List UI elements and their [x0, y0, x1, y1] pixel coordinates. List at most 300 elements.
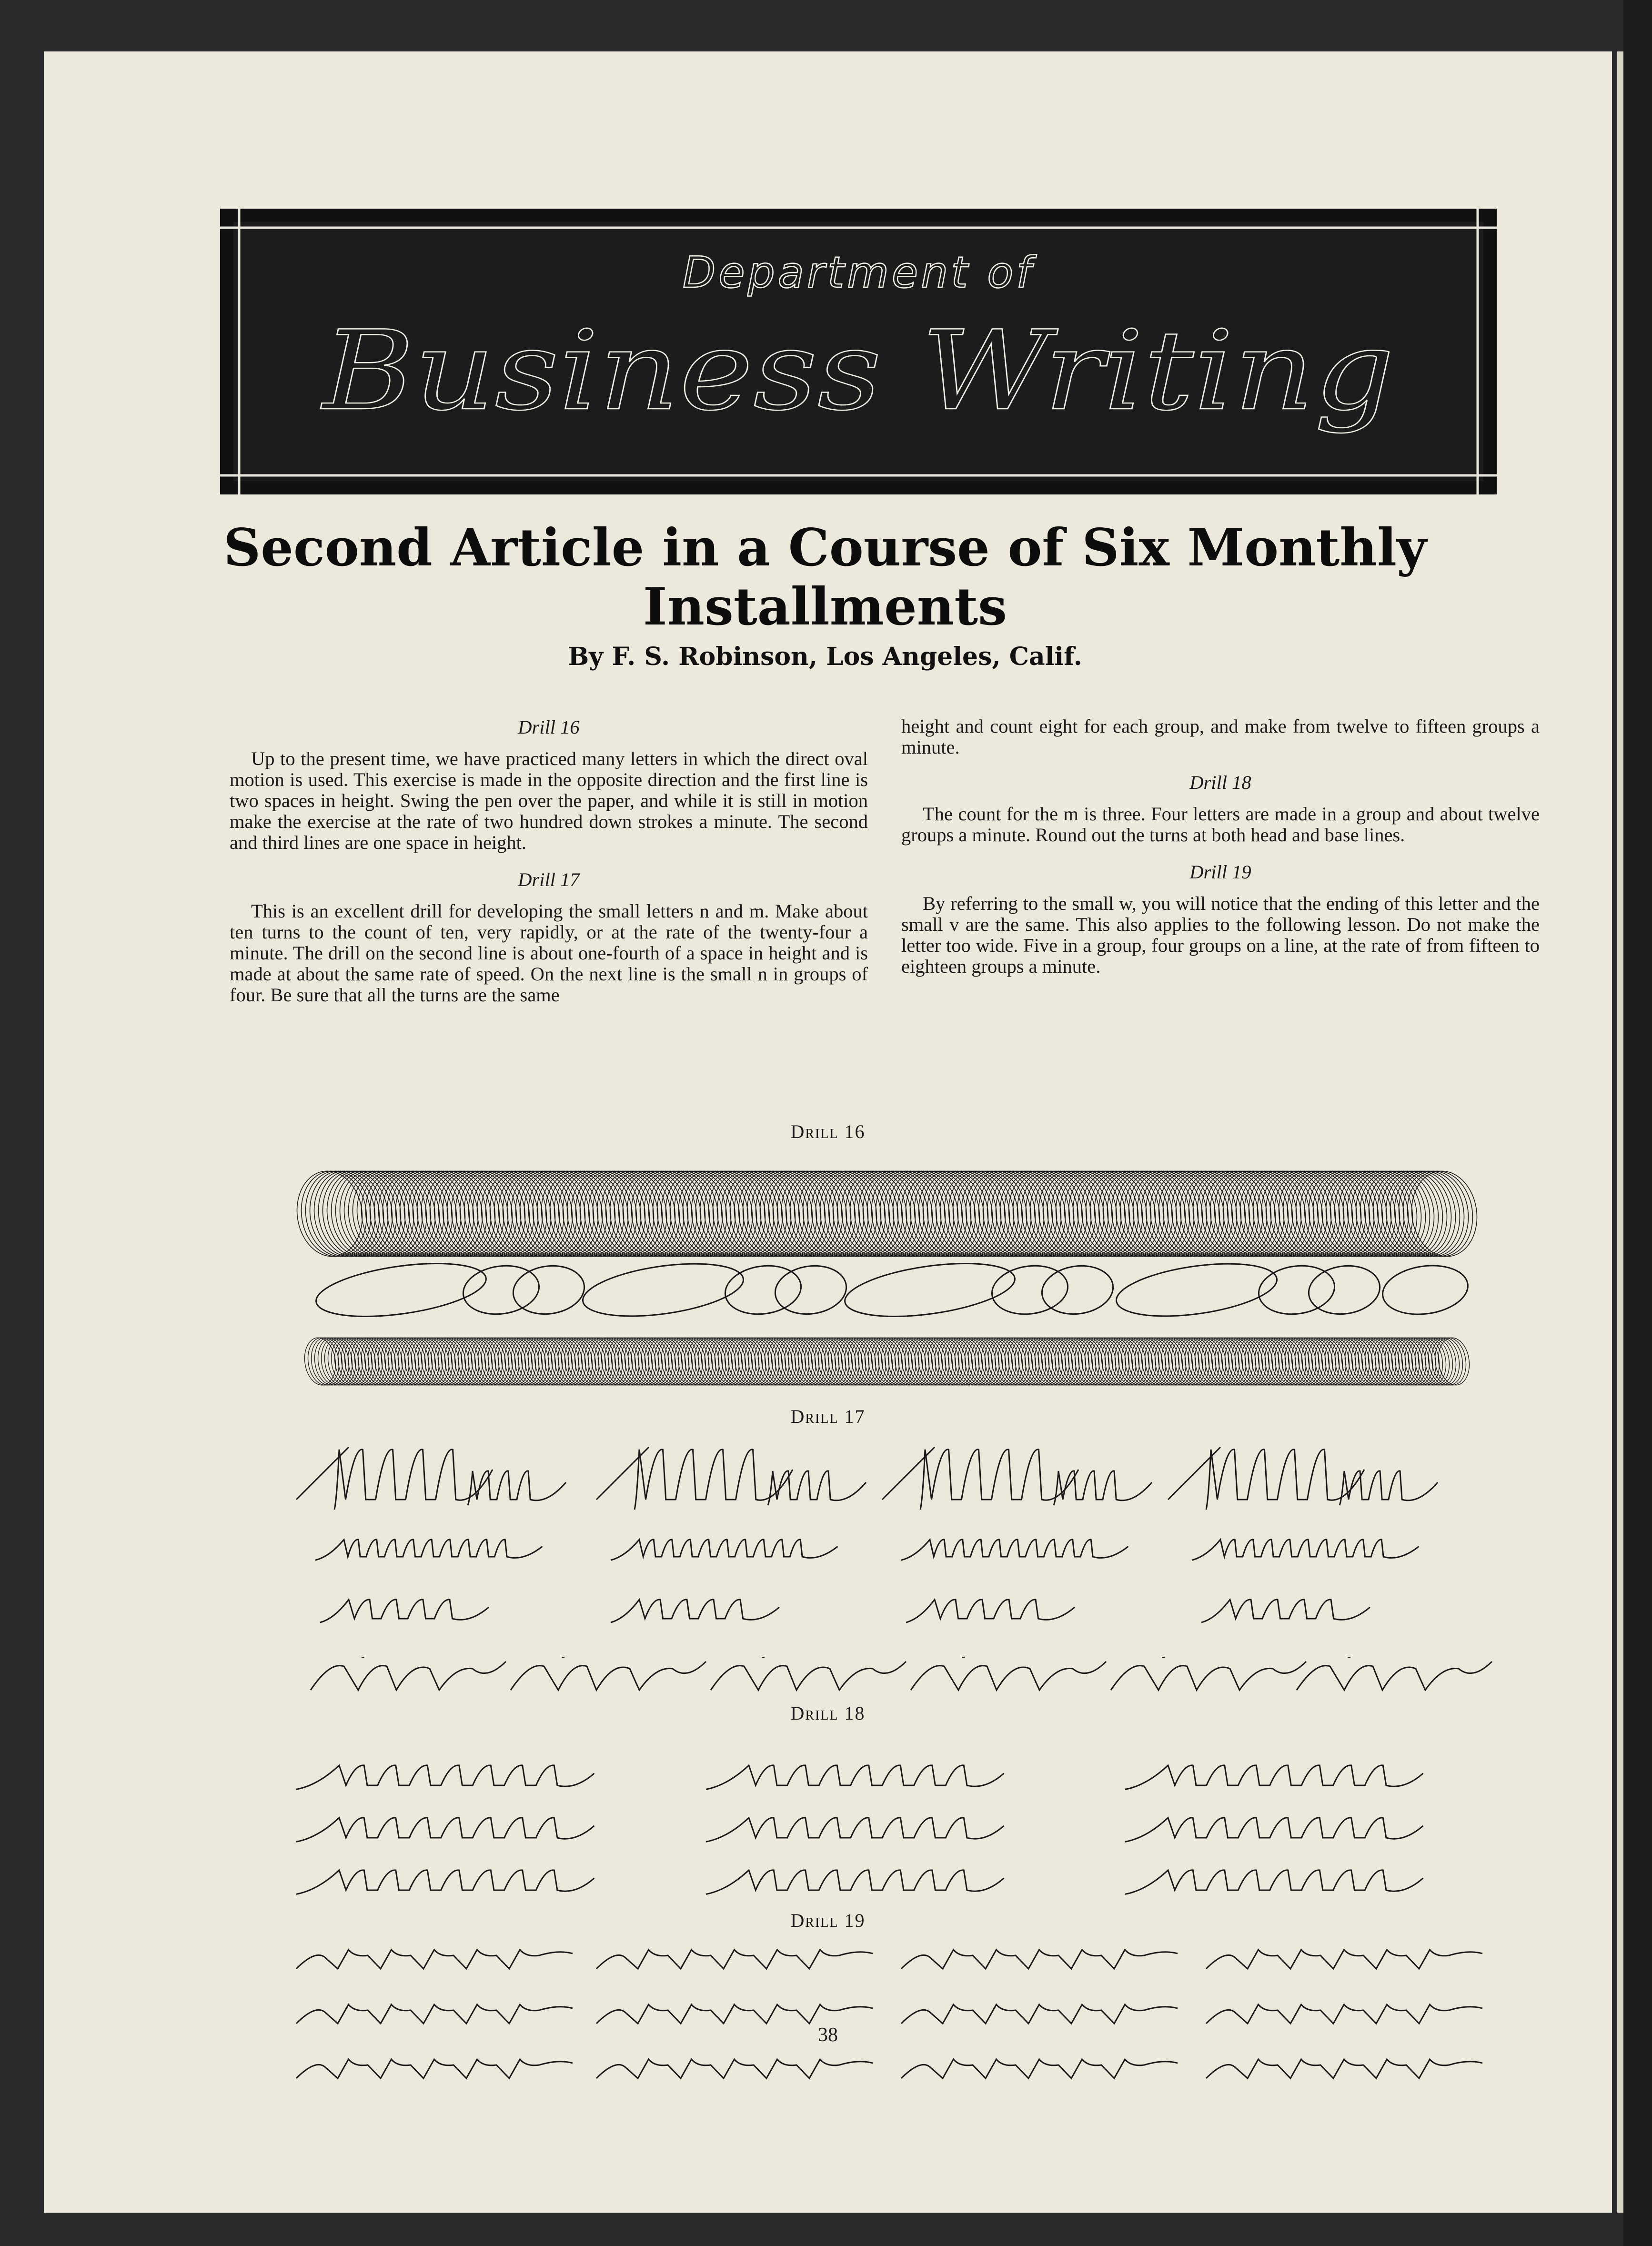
- oval-stroke: [325, 1336, 362, 1387]
- oval-stroke: [1345, 1336, 1382, 1387]
- oval-stroke: [928, 1336, 965, 1387]
- oval-stroke: [1065, 1336, 1102, 1387]
- oval-stroke: [445, 1336, 482, 1387]
- oval-stroke: [1255, 1336, 1292, 1387]
- oval-stroke: [608, 1336, 645, 1387]
- binding-gutter: [1623, 0, 1652, 2246]
- oval-stroke: [1269, 1336, 1305, 1387]
- oval-stroke: [1105, 1336, 1142, 1387]
- pen-stroke: [1125, 1765, 1423, 1789]
- oval-stroke: [1112, 1336, 1148, 1387]
- oval-stroke: [892, 1336, 928, 1387]
- drill16-caption: Drill 16: [790, 1121, 866, 1142]
- oval-stroke: [408, 1336, 445, 1387]
- oval-stroke: [1039, 1261, 1116, 1319]
- oval-stroke: [772, 1336, 808, 1387]
- oval-stroke: [1098, 1336, 1135, 1387]
- oval-stroke: [1222, 1336, 1259, 1387]
- oval-stroke: [372, 1336, 408, 1387]
- oval-stroke: [1158, 1336, 1195, 1387]
- oval-stroke: [1145, 1336, 1182, 1387]
- oval-stroke: [895, 1336, 932, 1387]
- oval-stroke: [1095, 1336, 1132, 1387]
- oval-stroke: [792, 1336, 828, 1387]
- oval-stroke: [802, 1336, 838, 1387]
- oval-stroke: [1172, 1336, 1209, 1387]
- oval-stroke: [365, 1336, 402, 1387]
- oval-stroke: [935, 1336, 972, 1387]
- drill16-exercise: [292, 1161, 1530, 1409]
- drill18-caption: Drill 18: [790, 1702, 866, 1724]
- oval-stroke: [348, 1336, 385, 1387]
- oval-stroke: [1113, 1255, 1280, 1325]
- oval-stroke: [1412, 1336, 1449, 1387]
- article-title: Second Article in a Course of Six Monthly Installments: [223, 518, 1427, 637]
- oval-stroke: [1195, 1336, 1232, 1387]
- oval-stroke: [845, 1336, 882, 1387]
- oval-stroke: [418, 1336, 455, 1387]
- pen-stroke: [596, 2004, 873, 2024]
- oval-stroke: [1008, 1336, 1045, 1387]
- oval-stroke: [888, 1336, 925, 1387]
- oval-stroke: [580, 1255, 747, 1325]
- oval-stroke: [465, 1336, 502, 1387]
- oval-stroke: [878, 1336, 915, 1387]
- oval-stroke: [665, 1336, 702, 1387]
- pen-stroke: [1206, 2059, 1482, 2078]
- oval-stroke: [1062, 1336, 1098, 1387]
- pen-stroke: [320, 1600, 489, 1622]
- oval-stroke: [842, 1336, 878, 1387]
- oval-stroke: [1249, 1336, 1285, 1387]
- oval-stroke: [1125, 1336, 1162, 1387]
- oval-stroke: [1055, 1336, 1092, 1387]
- drill-heading: Drill 16: [518, 716, 580, 738]
- oval-stroke: [635, 1336, 672, 1387]
- oval-stroke: [605, 1336, 642, 1387]
- oval-stroke: [332, 1336, 368, 1387]
- oval-stroke: [1382, 1336, 1419, 1387]
- oval-stroke: [538, 1336, 575, 1387]
- pen-stroke: [468, 1471, 566, 1505]
- oval-stroke: [1365, 1336, 1402, 1387]
- oval-stroke: [618, 1336, 655, 1387]
- oval-stroke: [965, 1336, 1002, 1387]
- oval-stroke: [395, 1336, 432, 1387]
- oval-stroke: [1272, 1336, 1309, 1387]
- oval-stroke: [688, 1336, 725, 1387]
- oval-stroke: [882, 1336, 918, 1387]
- oval-stroke: [835, 1336, 872, 1387]
- oval-stroke: [482, 1336, 518, 1387]
- pen-stroke: [1054, 1471, 1152, 1505]
- oval-stroke: [1108, 1336, 1145, 1387]
- pen-stroke: [596, 1447, 649, 1500]
- oval-stroke: [998, 1336, 1035, 1387]
- oval-stroke: [1385, 1336, 1422, 1387]
- oval-stroke: [808, 1336, 845, 1387]
- oval-stroke: [1028, 1336, 1065, 1387]
- banner-line2: Business Writing: [320, 308, 1395, 435]
- oval-stroke: [1185, 1336, 1222, 1387]
- oval-stroke: [988, 1336, 1025, 1387]
- oval-stroke: [932, 1336, 968, 1387]
- oval-stroke: [742, 1336, 778, 1387]
- oval-stroke: [828, 1336, 865, 1387]
- oval-stroke: [1175, 1336, 1212, 1387]
- oval-stroke: [1422, 1336, 1459, 1387]
- oval-stroke: [425, 1336, 462, 1387]
- oval-stroke: [405, 1336, 442, 1387]
- oval-stroke: [1342, 1336, 1379, 1387]
- oval-stroke: [1402, 1336, 1439, 1387]
- oval-stroke: [355, 1336, 392, 1387]
- oval-stroke: [692, 1336, 728, 1387]
- pen-stroke: [296, 1870, 594, 1894]
- oval-stroke: [388, 1336, 425, 1387]
- oval-stroke: [435, 1336, 472, 1387]
- oval-stroke: [788, 1336, 825, 1387]
- paragraph: By referring to the small w, you will notice that the ending of this letter and the small v are the same. This also applies to the following lesson. Do not make the letter too wide. Five in a group, four groups on a line, at the rate of from fifteen to eighteen groups a minute.: [901, 893, 1540, 977]
- pen-stroke: [1340, 1471, 1438, 1505]
- oval-stroke: [898, 1336, 935, 1387]
- oval-stroke: [585, 1336, 622, 1387]
- oval-stroke: [582, 1336, 618, 1387]
- oval-stroke: [1380, 1260, 1471, 1319]
- oval-stroke: [1052, 1336, 1088, 1387]
- oval-stroke: [1225, 1336, 1262, 1387]
- oval-stroke: [1252, 1336, 1289, 1387]
- oval-stroke: [962, 1336, 998, 1387]
- oval-stroke: [1205, 1336, 1242, 1387]
- pen-stroke: [768, 1471, 866, 1505]
- pen-stroke: [711, 1662, 906, 1690]
- oval-stroke: [672, 1336, 708, 1387]
- pen-stroke: [315, 1540, 543, 1560]
- oval-stroke: [1369, 1336, 1405, 1387]
- oval-stroke: [578, 1336, 615, 1387]
- oval-stroke: [1232, 1336, 1269, 1387]
- oval-stroke: [462, 1336, 498, 1387]
- oval-stroke: [1078, 1336, 1115, 1387]
- pen-stroke: [882, 1447, 935, 1500]
- oval-stroke: [1219, 1336, 1255, 1387]
- oval-stroke: [655, 1336, 692, 1387]
- pen-stroke: [901, 1950, 1178, 1969]
- page-number: 38: [818, 2024, 838, 2046]
- oval-stroke: [1022, 1336, 1058, 1387]
- oval-stroke: [1229, 1336, 1265, 1387]
- oval-stroke: [535, 1336, 572, 1387]
- oval-stroke: [905, 1336, 942, 1387]
- oval-stroke: [1035, 1336, 1072, 1387]
- oval-stroke: [1165, 1336, 1202, 1387]
- oval-stroke: [628, 1336, 665, 1387]
- pen-stroke: [706, 1765, 1004, 1789]
- oval-stroke: [1015, 1336, 1052, 1387]
- oval-stroke: [942, 1336, 978, 1387]
- pen-stroke: [706, 1870, 1004, 1894]
- oval-stroke: [632, 1336, 668, 1387]
- drill-heading: Drill 19: [1189, 861, 1251, 883]
- oval-stroke: [822, 1336, 858, 1387]
- oval-stroke: [1189, 1336, 1225, 1387]
- oval-stroke: [1279, 1336, 1315, 1387]
- oval-stroke: [1048, 1336, 1085, 1387]
- oval-stroke: [1135, 1336, 1172, 1387]
- oval-stroke: [975, 1336, 1012, 1387]
- oval-stroke: [1002, 1336, 1038, 1387]
- oval-stroke: [525, 1336, 562, 1387]
- oval-stroke: [995, 1336, 1032, 1387]
- oval-stroke: [595, 1336, 632, 1387]
- oval-stroke: [1265, 1336, 1302, 1387]
- oval-stroke: [488, 1336, 525, 1387]
- oval-stroke: [622, 1336, 658, 1387]
- oval-stroke: [1429, 1336, 1465, 1387]
- oval-stroke: [648, 1336, 685, 1387]
- oval-stroke: [748, 1336, 785, 1387]
- oval-stroke: [512, 1336, 548, 1387]
- oval-stroke: [758, 1336, 795, 1387]
- oval-stroke: [662, 1336, 698, 1387]
- pen-stroke: [296, 1950, 573, 1969]
- oval-stroke: [1209, 1336, 1245, 1387]
- oval-stroke: [945, 1336, 982, 1387]
- oval-stroke: [642, 1336, 678, 1387]
- oval-stroke: [625, 1336, 662, 1387]
- oval-stroke: [302, 1336, 338, 1387]
- oval-stroke: [832, 1336, 868, 1387]
- oval-stroke: [768, 1336, 805, 1387]
- oval-stroke: [510, 1261, 587, 1319]
- oval-stroke: [1362, 1336, 1399, 1387]
- oval-stroke: [952, 1336, 988, 1387]
- oval-stroke: [558, 1336, 595, 1387]
- oval-stroke: [725, 1336, 762, 1387]
- oval-stroke: [428, 1336, 465, 1387]
- oval-stroke: [1292, 1336, 1329, 1387]
- oval-stroke: [382, 1336, 418, 1387]
- oval-stroke: [495, 1336, 532, 1387]
- oval-stroke: [738, 1336, 775, 1387]
- oval-stroke: [1045, 1336, 1082, 1387]
- oval-stroke: [825, 1336, 862, 1387]
- oval-stroke: [1395, 1336, 1432, 1387]
- oval-stroke: [685, 1336, 722, 1387]
- oval-stroke: [415, 1336, 452, 1387]
- oval-stroke: [838, 1336, 875, 1387]
- pen-stroke: [1206, 1950, 1482, 1969]
- byline: By F. S. Robinson, Los Angeles, Calif.: [568, 642, 1082, 671]
- oval-stroke: [1329, 1336, 1365, 1387]
- oval-stroke: [678, 1336, 715, 1387]
- pen-stroke: [296, 1818, 594, 1842]
- oval-stroke: [1235, 1336, 1272, 1387]
- oval-stroke: [815, 1336, 852, 1387]
- oval-stroke: [875, 1336, 912, 1387]
- oval-stroke: [1092, 1336, 1128, 1387]
- oval-stroke: [735, 1336, 772, 1387]
- pen-stroke: [901, 2059, 1178, 2078]
- oval-stroke: [575, 1336, 612, 1387]
- oval-stroke: [315, 1336, 352, 1387]
- oval-stroke: [1192, 1336, 1229, 1387]
- oval-stroke: [865, 1336, 902, 1387]
- oval-stroke: [795, 1336, 832, 1387]
- paragraph: This is an excellent drill for developing the small letters n and m. Make about ten turns to the count of ten, very rapidly, or at the rate of the twenty-four a minute. The drill on the second line is about one-fourth of a space in height and is made at about the same rate of speed. On the next line is the small n in groups of four. Be sure that all the turns are the same: [230, 900, 868, 1006]
- pen-stroke: [1201, 1600, 1370, 1622]
- oval-stroke: [345, 1336, 382, 1387]
- oval-stroke: [752, 1336, 788, 1387]
- pen-stroke: [901, 2004, 1178, 2024]
- drill17-caption: Drill 17: [790, 1406, 866, 1427]
- pen-stroke: [511, 1662, 706, 1690]
- oval-stroke: [1142, 1336, 1179, 1387]
- oval-stroke: [1392, 1336, 1429, 1387]
- magazine-page: [44, 51, 1612, 2213]
- oval-stroke: [322, 1336, 358, 1387]
- oval-stroke: [852, 1336, 888, 1387]
- oval-stroke: [442, 1336, 478, 1387]
- oval-stroke: [362, 1336, 398, 1387]
- oval-stroke: [902, 1336, 938, 1387]
- oval-stroke: [1199, 1336, 1235, 1387]
- oval-stroke: [908, 1336, 945, 1387]
- oval-stroke: [1335, 1336, 1372, 1387]
- drill-heading: Drill 17: [518, 869, 580, 890]
- oval-stroke: [1212, 1336, 1249, 1387]
- pen-stroke: [296, 1765, 594, 1789]
- oval-stroke: [565, 1336, 602, 1387]
- oval-stroke: [1349, 1336, 1385, 1387]
- oval-stroke: [698, 1336, 735, 1387]
- oval-stroke: [1038, 1336, 1075, 1387]
- oval-stroke: [695, 1336, 732, 1387]
- text-column-left: [230, 711, 868, 1006]
- oval-stroke: [718, 1336, 755, 1387]
- oval-stroke: [505, 1336, 542, 1387]
- pen-stroke: [596, 1950, 873, 1969]
- oval-stroke: [968, 1336, 1005, 1387]
- oval-stroke: [338, 1336, 375, 1387]
- oval-stroke: [1242, 1336, 1279, 1387]
- oval-stroke: [745, 1336, 782, 1387]
- oval-stroke: [518, 1336, 555, 1387]
- oval-stroke: [782, 1336, 818, 1387]
- oval-stroke: [798, 1336, 835, 1387]
- oval-stroke: [1352, 1336, 1389, 1387]
- oval-stroke: [1339, 1336, 1375, 1387]
- oval-stroke: [972, 1336, 1008, 1387]
- oval-stroke: [682, 1336, 718, 1387]
- oval-stroke: [1319, 1336, 1355, 1387]
- oval-stroke: [1155, 1336, 1192, 1387]
- oval-stroke: [1302, 1336, 1339, 1387]
- oval-stroke: [460, 1261, 542, 1319]
- oval-stroke: [378, 1336, 415, 1387]
- oval-stroke: [1262, 1336, 1299, 1387]
- pen-stroke: [1168, 1447, 1220, 1500]
- oval-stroke: [1115, 1336, 1152, 1387]
- oval-stroke: [918, 1336, 955, 1387]
- oval-stroke: [1239, 1336, 1275, 1387]
- oval-stroke: [712, 1336, 748, 1387]
- oval-stroke: [1425, 1336, 1462, 1387]
- oval-stroke: [1259, 1336, 1295, 1387]
- banner-line1: Department of: [683, 248, 1034, 298]
- oval-stroke: [308, 1336, 345, 1387]
- oval-stroke: [775, 1336, 812, 1387]
- paragraph: height and count eight for each group, and make from twelve to fifteen groups a minute.: [901, 715, 1540, 758]
- text-column-right: [901, 716, 1540, 977]
- oval-stroke: [1359, 1336, 1395, 1387]
- oval-stroke: [342, 1336, 378, 1387]
- oval-stroke: [1285, 1336, 1322, 1387]
- oval-stroke: [1375, 1336, 1412, 1387]
- oval-stroke: [592, 1336, 628, 1387]
- oval-stroke: [1305, 1336, 1342, 1387]
- pen-stroke: [296, 2004, 573, 2024]
- oval-stroke: [638, 1336, 675, 1387]
- pen-stroke: [1111, 1662, 1306, 1690]
- pen-stroke: [296, 2059, 573, 2078]
- oval-stroke: [1322, 1336, 1359, 1387]
- oval-stroke: [1399, 1336, 1435, 1387]
- oval-stroke: [432, 1336, 468, 1387]
- drill19-caption: Drill 19: [790, 1910, 866, 1931]
- oval-stroke: [912, 1336, 948, 1387]
- paragraph: Up to the present time, we have practiced many letters in which the direct oval motion is used. This exercise is made in the opposite direction and the first line is two spaces in height. Swing the pen over the paper, and while it is still in motion make the exercise at the rate of two hundred down strokes a minute. The second and third lines are one space in height.: [230, 748, 868, 853]
- oval-stroke: [785, 1336, 822, 1387]
- oval-stroke: [762, 1336, 798, 1387]
- oval-stroke: [448, 1336, 485, 1387]
- oval-stroke: [702, 1336, 738, 1387]
- oval-stroke: [452, 1336, 488, 1387]
- oval-stroke: [708, 1336, 745, 1387]
- oval-stroke: [812, 1336, 848, 1387]
- oval-stroke: [958, 1336, 995, 1387]
- oval-stroke: [352, 1336, 388, 1387]
- oval-stroke: [508, 1336, 545, 1387]
- oval-stroke: [475, 1336, 512, 1387]
- oval-stroke: [1128, 1336, 1165, 1387]
- oval-stroke: [562, 1336, 598, 1387]
- oval-stroke: [1182, 1336, 1219, 1387]
- oval-stroke: [438, 1336, 475, 1387]
- oval-stroke: [1118, 1336, 1155, 1387]
- oval-stroke: [868, 1336, 905, 1387]
- oval-stroke: [705, 1336, 742, 1387]
- oval-stroke: [652, 1336, 688, 1387]
- oval-stroke: [1379, 1336, 1415, 1387]
- oval-stroke: [1306, 1261, 1383, 1319]
- oval-stroke: [1088, 1336, 1125, 1387]
- oval-stroke: [675, 1336, 712, 1387]
- oval-stroke: [1005, 1336, 1042, 1387]
- oval-stroke: [398, 1336, 435, 1387]
- oval-stroke: [1282, 1336, 1319, 1387]
- oval-stroke: [335, 1336, 372, 1387]
- oval-stroke: [858, 1336, 895, 1387]
- oval-stroke: [1072, 1336, 1108, 1387]
- oval-stroke: [385, 1336, 422, 1387]
- oval-stroke: [1179, 1336, 1215, 1387]
- oval-stroke: [458, 1336, 495, 1387]
- oval-stroke: [455, 1336, 492, 1387]
- oval-stroke: [412, 1336, 448, 1387]
- oval-stroke: [668, 1336, 705, 1387]
